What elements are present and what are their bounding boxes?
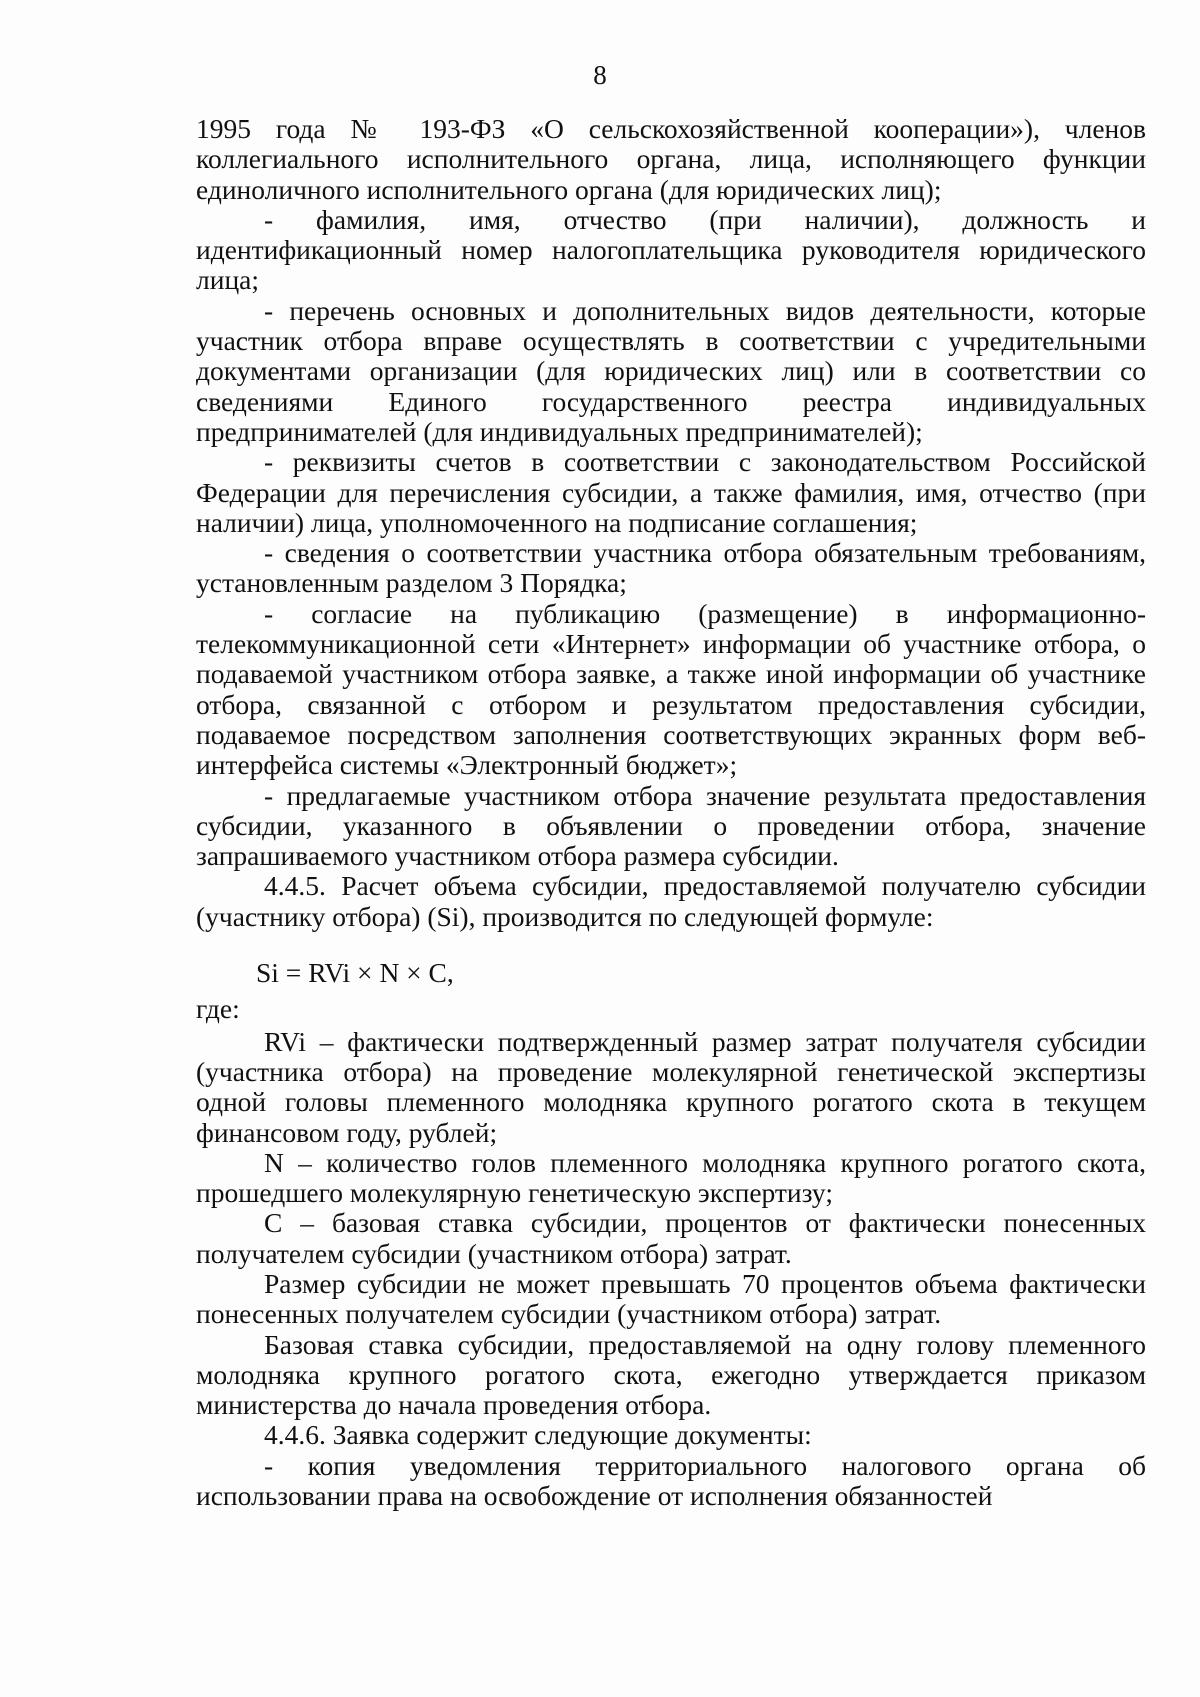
paragraph-4-4-6: 4.4.6. Заявка содержит следующие документы:: [264, 1419, 812, 1451]
document-body: [196, 114, 1146, 1511]
paragraph-activities: - перечень основных и дополнительных видов деятельности, которые участник отбора вправе осуществлять в соответствии с учредительными документами организации (для юридических лиц) или в соответствии со сведениями Единого государственного реестра индивидуальных предпринимателей (для индивидуальных предпринимателей);: [196, 294, 1146, 447]
paragraph-proposed-result: - предлагаемые участником отбора значение результата предоставления субсидии, указанного в объявлении о проведении отбора, значение запрашиваемого участником отбора размера субсидии.: [196, 779, 1146, 872]
where-label: где:: [196, 993, 240, 1025]
paragraph-4-4-5: 4.4.5. Расчет объема субсидии, предоставляемой получателю субсидии (участнику отбора) (Si), производится по следующей формуле:: [196, 870, 1146, 932]
paragraph-publication-consent: - согласие на публикацию (размещение) в информационно-телекоммуникационной сети «Интернет» информации об участнике отбора, о подаваемой участником отбора заявке, а также иной информации об участнике отбора, связанной с отбором и результатом предоставления субсидии, подаваемое посредством заполнения соответствующих экранных форм веб-интерфейса системы «Электронный бюджет»;: [196, 597, 1146, 781]
paragraph-bank-details: - реквизиты счетов в соответствии с законодательством Российской Федерации для перечисления субсидии, а также фамилия, имя, отчество (при наличии) лица, уполномоченного на подписание соглашения;: [196, 446, 1146, 538]
definition-rvi: RVi – фактически подтвержденный размер затрат получателя субсидии (участника отбора) на проведение молекулярной генетической экспертизы одной головы племенного молодняка крупного рогатого скота в текущем финансовом году, рублей;: [196, 1025, 1146, 1148]
paragraph-head-name: - фамилия, имя, отчество (при наличии), должность и идентификационный номер налогоплательщика руководителя юридического лица;: [196, 203, 1146, 296]
paragraph-subsidy-limit: Размер субсидии не может превышать 70 процентов объема фактически понесенных получателем субсидии (участником отбора) затрат.: [196, 1267, 1146, 1330]
paragraph-base-rate: Базовая ставка субсидии, предоставляемой на одну голову племенного молодняка крупного рогатого скота, ежегодно утверждается приказом министерства до начала проведения отбора.: [196, 1328, 1146, 1421]
paragraph-notice-copy: - копия уведомления территориального налогового органа об использовании права на освобождение от исполнения обязанностей: [196, 1449, 1146, 1512]
paragraph-continuation: 1995 года № 193-ФЗ «О сельскохозяйственной кооперации»), членов коллегиального исполнительного органа, лица, исполняющего функции единоличного исполнительного органа (для юридических лиц);: [196, 113, 1146, 205]
subsidy-formula: Si = RVi × N × C,: [256, 957, 454, 989]
definition-n: N – количество голов племенного молодняка крупного рогатого скота, прошедшего молекулярную генетическую экспертизу;: [196, 1146, 1146, 1209]
page-number: 8: [593, 60, 607, 90]
definition-c: C – базовая ставка субсидии, процентов от фактически понесенных получателем субсидии (участником отбора) затрат.: [196, 1207, 1146, 1269]
paragraph-compliance: - сведения о соответствии участника отбора обязательным требованиям, установленным разделом 3 Порядка;: [196, 537, 1146, 599]
